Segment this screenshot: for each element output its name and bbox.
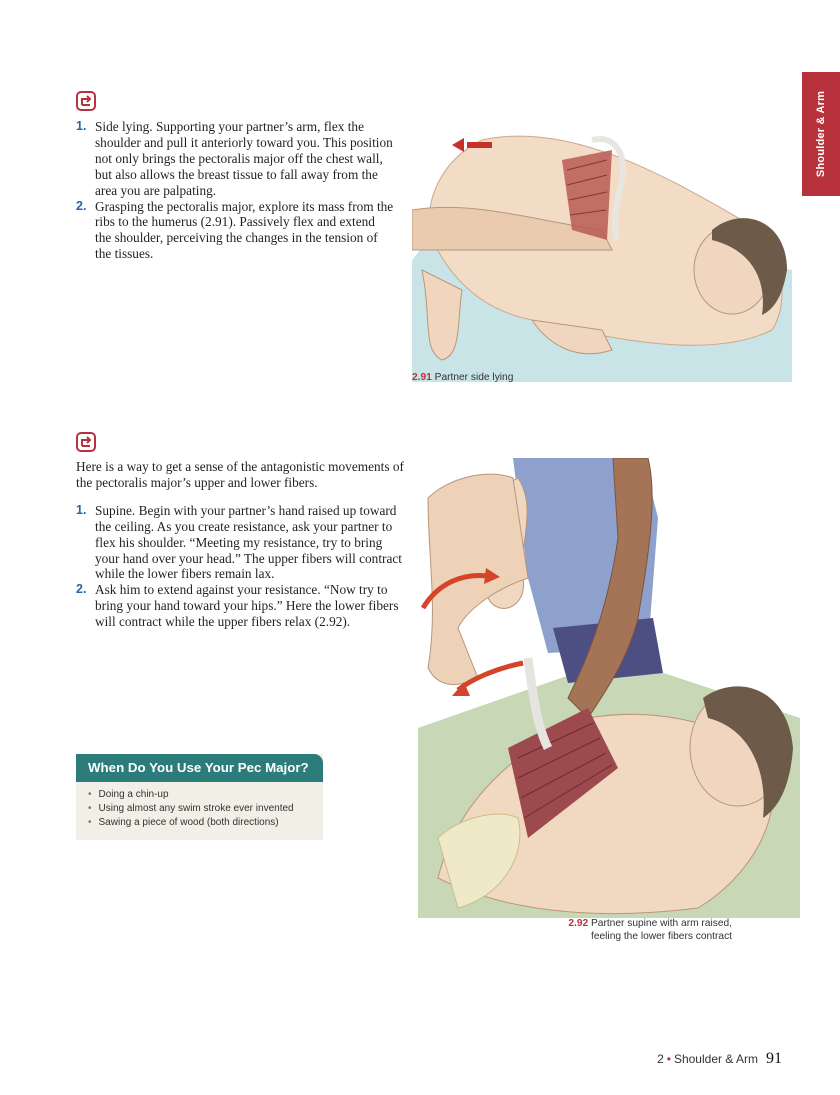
- caption-text-line2: feeling the lower fibers contract: [591, 930, 732, 942]
- step-item: 1. Side lying. Supporting your partner’s arm, flex the shoulder and pull it anteriorly toward you. This position not only brings the pectoralis major off the chest wall, but also allows the breast tissue to fall away from the area you are palpating.: [76, 119, 393, 198]
- palpation-icon: [76, 432, 96, 452]
- section-2-steps: [76, 503, 404, 630]
- figure-2-92-caption: [512, 918, 732, 943]
- footer-separator: •: [666, 1052, 671, 1066]
- list-item: • Doing a chin-up: [88, 788, 323, 802]
- figure-number: 2.91: [412, 372, 432, 383]
- step-item: 2. Ask him to extend against your resistance. “Now try to bring your hand toward your hips.” Here the lower fibers will contract while the upper fibers relax (2.92).: [76, 582, 399, 630]
- figure-2-92-illustration: [418, 458, 800, 918]
- page-number: 91: [766, 1050, 782, 1067]
- caption-text-line1: Partner supine with arm raised,: [591, 918, 732, 929]
- section-2-intro: Here is a way to get a sense of the antagonistic movements of the pectoralis major’s upper and lower fibers.: [76, 459, 404, 490]
- list-item: • Using almost any swim stroke ever invented: [88, 802, 323, 816]
- caption-text: Partner side lying: [434, 372, 514, 383]
- chapter-side-tab: [802, 72, 840, 196]
- section-1-text: [76, 119, 394, 262]
- footer-section: Shoulder & Arm: [673, 1052, 758, 1066]
- figure-number: 2.92: [568, 918, 589, 929]
- page-footer: [657, 1050, 782, 1068]
- palpation-icon: [76, 91, 96, 111]
- list-item: • Sawing a piece of wood (both directions): [88, 816, 323, 830]
- footer-chapter-number: 2: [657, 1052, 664, 1066]
- pec-major-uses-sidebar: [76, 754, 323, 840]
- figure-2-91-caption: [412, 372, 513, 385]
- step-item: 2. Grasping the pectoralis major, explore its mass from the ribs to the humerus (2.91). Passively flex and extend the shoulder, perceiving the changes in the tension of the tissues.: [76, 198, 394, 262]
- step-item: 1. Supine. Begin with your partner’s hand raised up toward the ceiling. As you create resistance, ask your partner to flex his shoulder. “Meeting my resistance, try to bring your hand over your head.” The upper fibers will contract while the lower fibers remain lax.: [76, 502, 402, 582]
- sidebar-list: [76, 782, 323, 829]
- figure-2-91-illustration: [412, 120, 792, 382]
- sidebar-title: When Do You Use Your Pec Major?: [76, 754, 323, 782]
- chapter-side-tab-label: Shoulder & Arm: [815, 90, 827, 178]
- section-2-text: [76, 459, 404, 630]
- section-1-steps: [76, 119, 394, 262]
